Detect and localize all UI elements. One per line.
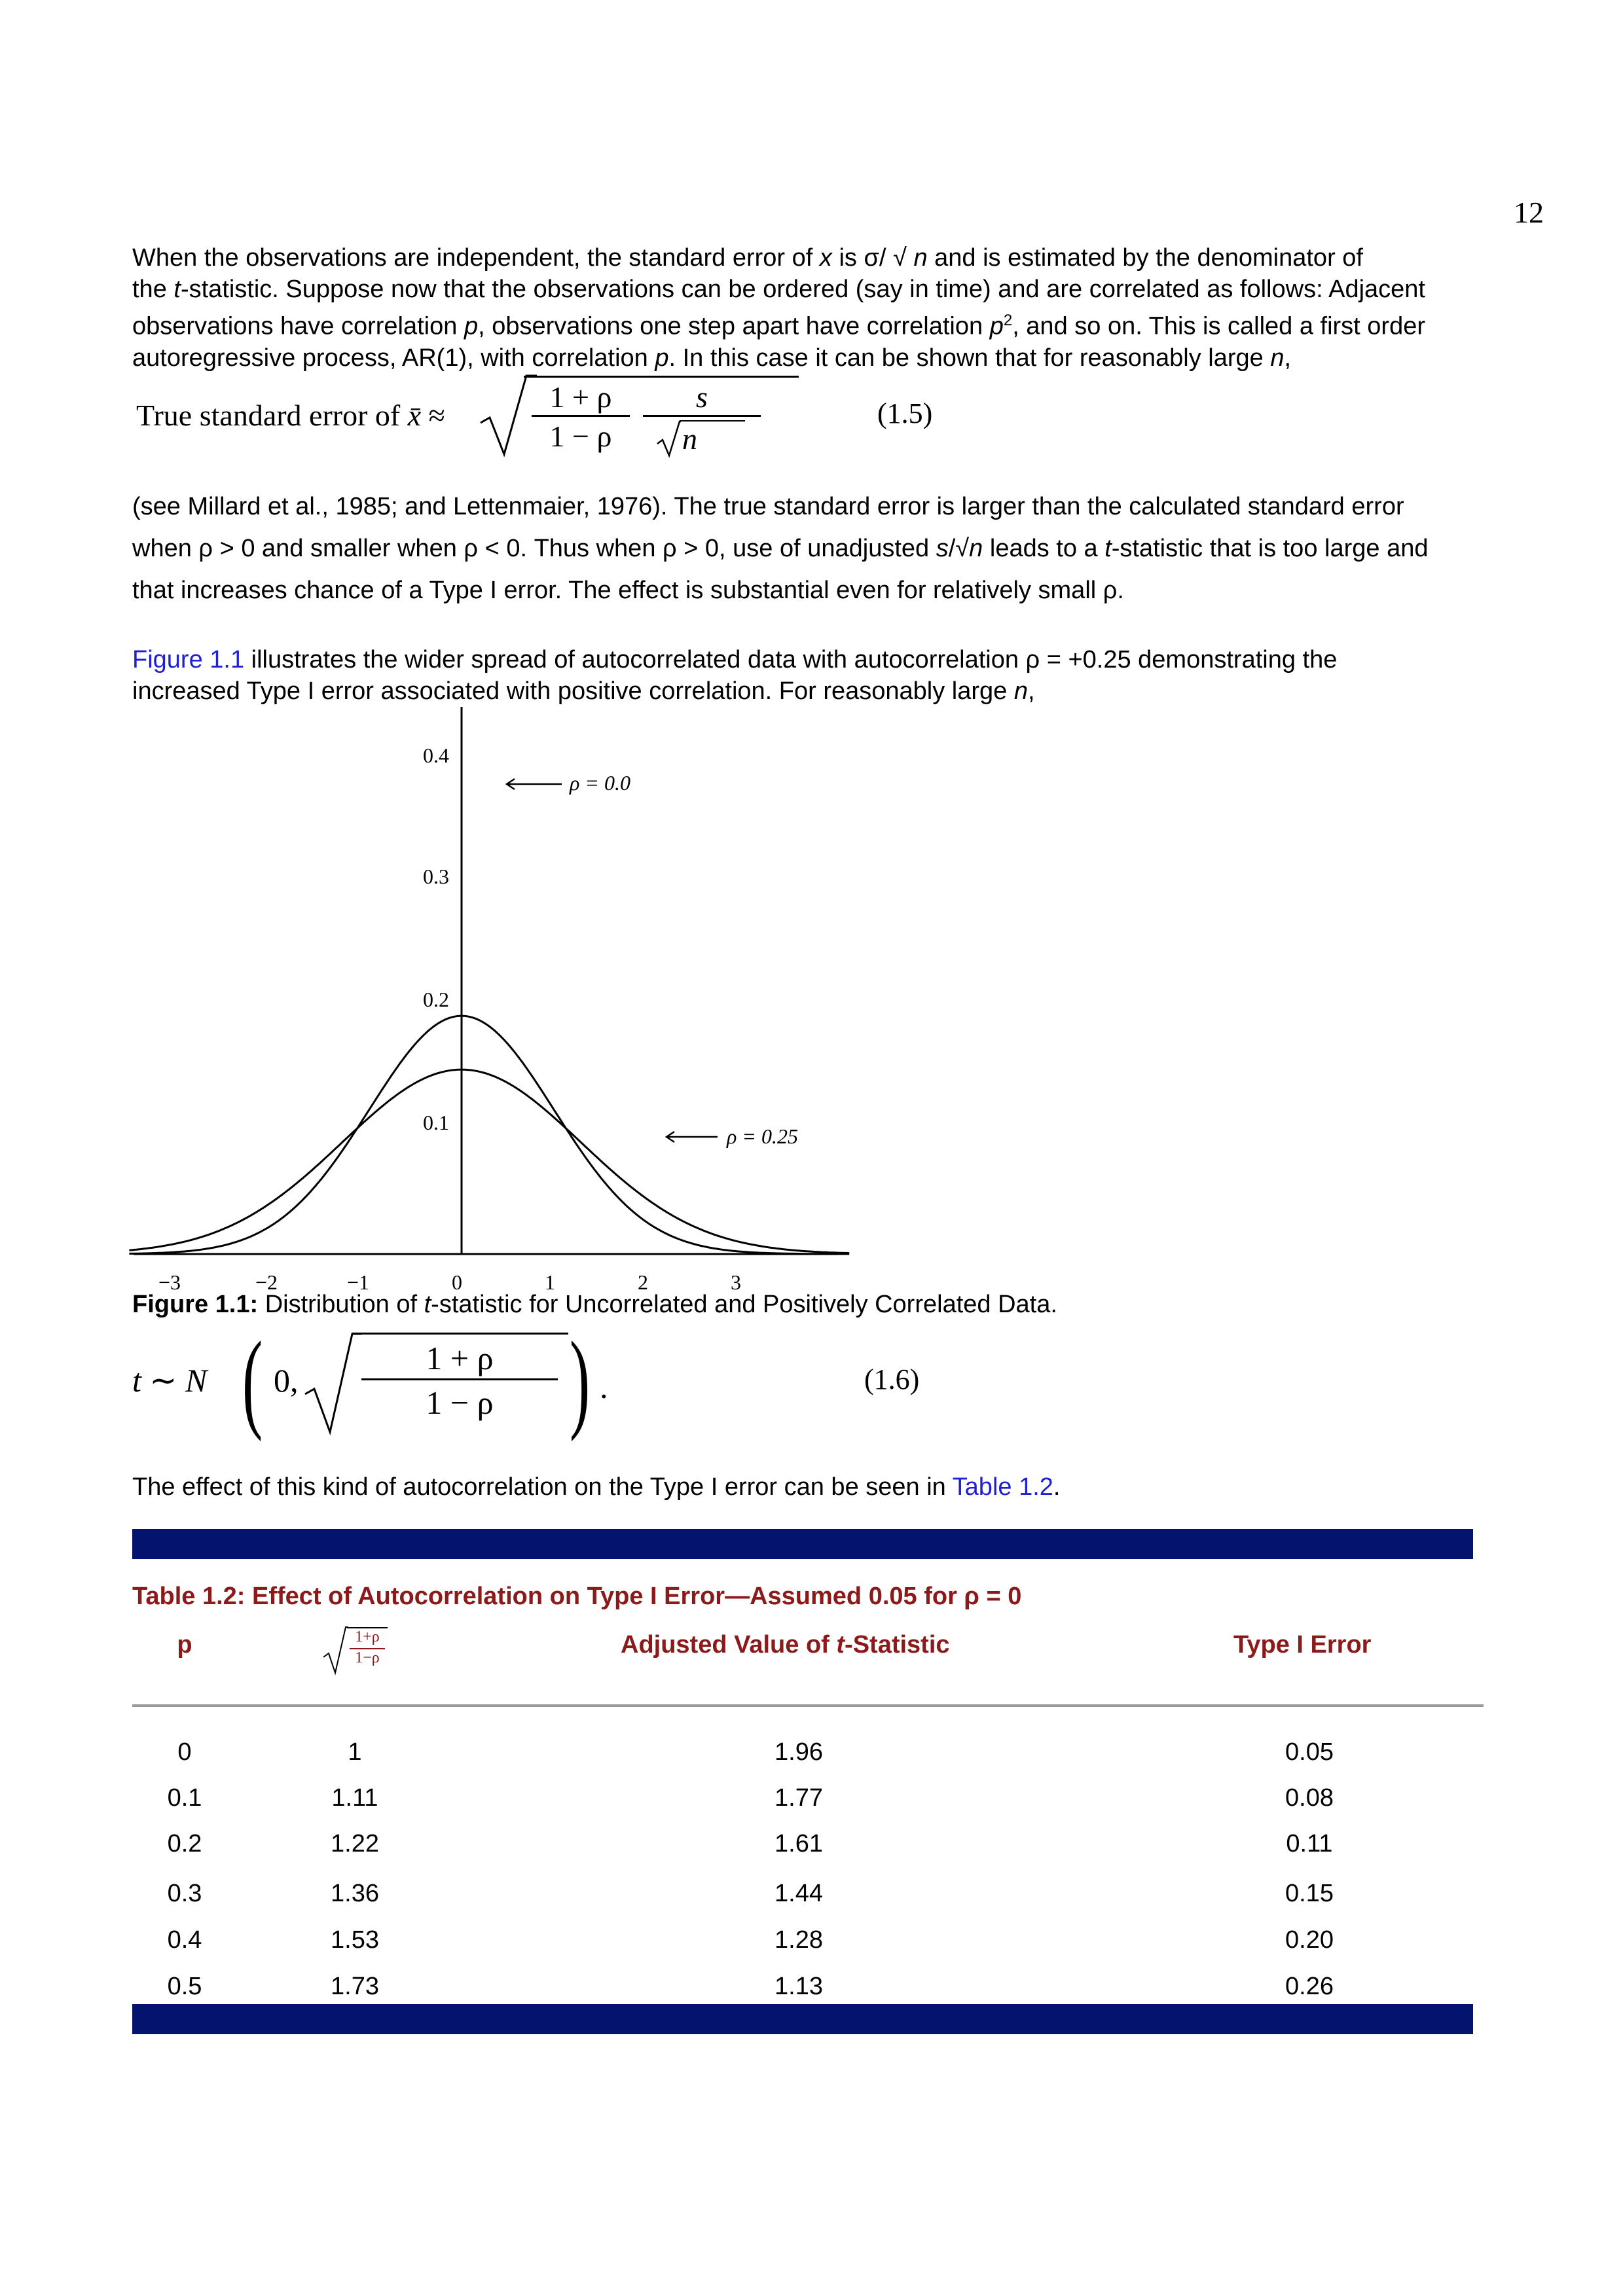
col-header-type-i-error: Type I Error bbox=[1233, 1631, 1372, 1659]
equation-1-6: t ∼ N ( 0, 1 + ρ 1 − ρ ) . (1.6) bbox=[132, 1319, 920, 1442]
curve-rho-025 bbox=[129, 1069, 849, 1253]
table-cell: 1.11 bbox=[331, 1784, 378, 1812]
y-tick-label: 0.1 bbox=[423, 1111, 449, 1134]
table-cell: 1.22 bbox=[331, 1830, 379, 1857]
table-cell: 0.4 bbox=[167, 1926, 202, 1954]
equation-number: (1.6) bbox=[864, 1363, 920, 1395]
col-header-p: p bbox=[177, 1631, 192, 1659]
table-cell: 1 bbox=[348, 1738, 362, 1766]
table-cell: 0.1 bbox=[167, 1784, 202, 1812]
table-header-rule bbox=[132, 1704, 1484, 1707]
equation-number: (1.5) bbox=[877, 397, 933, 429]
equation-1-5: True standard error of x̄ ≈ 1 + ρ 1 − ρ s n (1.5) bbox=[132, 372, 983, 463]
sqrt-sign bbox=[302, 1331, 361, 1436]
figure-1-1 bbox=[124, 694, 877, 1302]
table-cell: 1.73 bbox=[331, 1973, 379, 2000]
label-rho-025: ρ = 0.25 bbox=[727, 1124, 798, 1148]
line: observations have correlation p, observations one step apart have correlation $p^2$, and so on. This is called a first order bbox=[132, 312, 1426, 340]
table-cell: 0 bbox=[177, 1738, 192, 1766]
line: Figure 1.1 illustrates the wider spread of autocorrelated data with autocorrelation ρ = +0.25 demonstrating the bbox=[132, 646, 1338, 673]
line: When the observations are independent, the standard error of x is σ/ √ n and is estimated by the denominator of bbox=[132, 244, 1363, 272]
y-tick-label: 0.4 bbox=[423, 744, 449, 767]
table-cell: 0.2 bbox=[167, 1830, 202, 1857]
line: autoregressive process, AR(1), with correlation p. In this case it can be shown that for reasonably large n, bbox=[132, 344, 1292, 372]
x-tick-label: 2 bbox=[638, 1270, 648, 1294]
line: (see Millard et al., 1985; and Lettenmaier, 1976). The true standard error is larger than the calculated standard error bbox=[132, 493, 1404, 520]
label-rho-0: ρ = 0.0 bbox=[570, 771, 630, 795]
x-tick-label: 1 bbox=[545, 1270, 555, 1294]
x-tick-label: −3 bbox=[158, 1270, 181, 1294]
line: increased Type I error associated with positive correlation. For reasonably large n, bbox=[132, 677, 1035, 705]
table-cell: 1.96 bbox=[775, 1738, 823, 1766]
y-tick-label: 0.2 bbox=[423, 988, 449, 1011]
y-tick-label: 0.3 bbox=[423, 865, 449, 888]
table-cell: 0.11 bbox=[1286, 1830, 1333, 1857]
table-1-2-link[interactable]: Table 1.2 bbox=[952, 1473, 1053, 1501]
table-cell: 1.61 bbox=[775, 1830, 823, 1857]
table-bottom-bar bbox=[132, 2004, 1473, 2034]
paragraph-standard-error bbox=[132, 486, 1546, 611]
table-cell: 0.08 bbox=[1285, 1784, 1334, 1812]
table-cell: 1.53 bbox=[331, 1926, 379, 1954]
table-cell: 0.15 bbox=[1285, 1880, 1334, 1907]
intro-paragraph bbox=[132, 242, 1546, 374]
table-cell: 0.26 bbox=[1285, 1973, 1334, 2000]
table-cell: 0.5 bbox=[167, 1973, 202, 2000]
col-header-adjusted: Adjusted Value of t-Statistic bbox=[621, 1631, 950, 1659]
line: the t-statistic. Suppose now that the observations can be ordered (say in time) and are correlated as follows: Adjacent bbox=[132, 276, 1425, 303]
table-cell: 1.77 bbox=[775, 1784, 823, 1812]
col-header-sqrt-ratio: 1+ρ 1−ρ bbox=[322, 1623, 401, 1682]
x-tick-label: 0 bbox=[452, 1270, 462, 1294]
x-tick-label: −1 bbox=[347, 1270, 370, 1294]
figure-1-1-link[interactable]: Figure 1.1 bbox=[132, 646, 245, 673]
line: that increases chance of a Type I error. The effect is substantial even for relatively small ρ. bbox=[132, 577, 1124, 604]
x-tick-label: 3 bbox=[731, 1270, 741, 1294]
sqrt-sign bbox=[478, 373, 537, 458]
table-cell: 0.3 bbox=[167, 1880, 202, 1907]
table-cell: 0.20 bbox=[1285, 1926, 1334, 1954]
table-cell: 1.28 bbox=[775, 1926, 823, 1954]
figure-caption: Figure 1.1: Distribution of t-statistic for Uncorrelated and Positively Correlated Data. bbox=[132, 1291, 1057, 1318]
table-cell: 0.05 bbox=[1285, 1738, 1334, 1766]
table-top-bar bbox=[132, 1529, 1473, 1559]
table-cell: 1.44 bbox=[775, 1880, 823, 1907]
table-cell: 1.36 bbox=[331, 1880, 379, 1907]
paragraph-table-ref: The effect of this kind of autocorrelation on the Type I error can be seen in Table 1.2. bbox=[132, 1473, 1061, 1501]
table-title: Table 1.2: Effect of Autocorrelation on Type I Error—Assumed 0.05 for ρ = 0 bbox=[132, 1583, 1022, 1610]
page-number: 12 bbox=[1514, 196, 1544, 229]
sqrt-sign-small bbox=[656, 419, 682, 458]
line: when ρ > 0 and smaller when ρ < 0. Thus when ρ > 0, use of unadjusted s/√n leads to a t-statistic that is too large and bbox=[132, 535, 1429, 562]
x-tick-label: −2 bbox=[255, 1270, 278, 1294]
table-cell: 1.13 bbox=[775, 1973, 823, 2000]
